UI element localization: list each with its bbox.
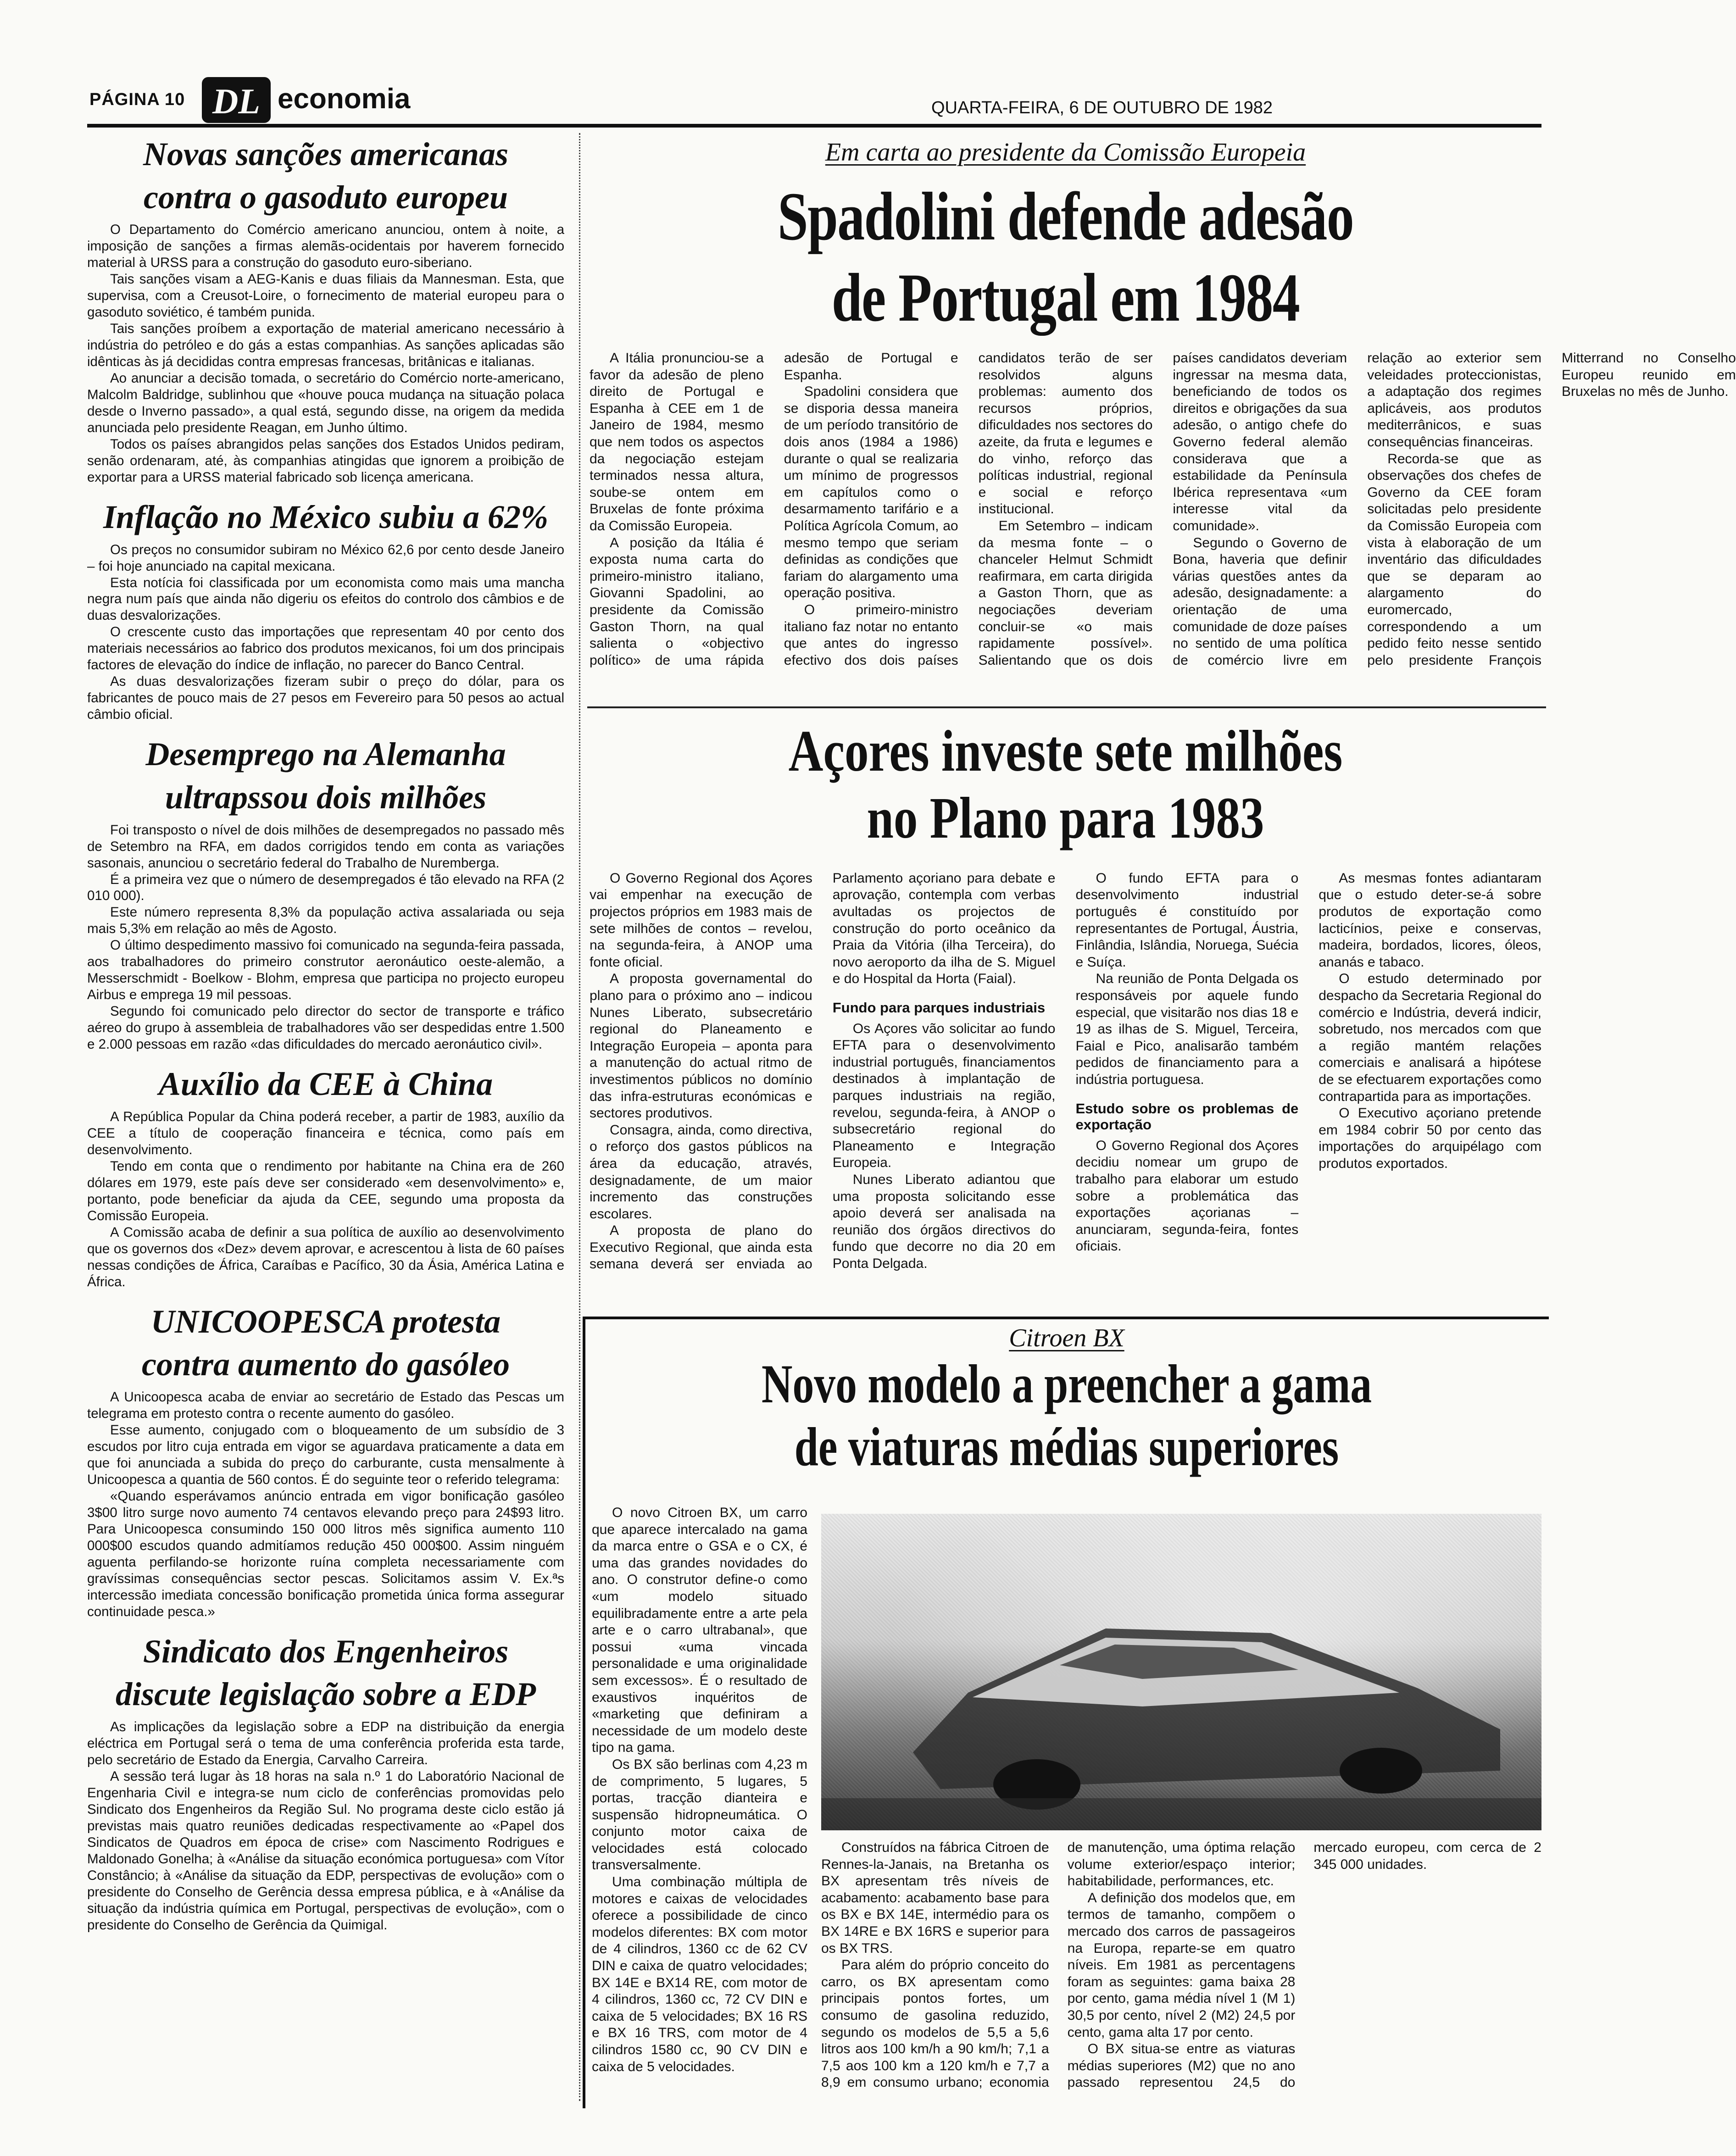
citroen-body-right [821,1839,1541,2103]
left-article-title: contra o gasoduto europeu [143,178,508,216]
acores-article [590,718,1541,1305]
paragraph: O último despedimento massivo foi comunicado na segunda-feira passada, aos trabalhadores do primeiro construtor aeronáutico oeste-alemão, a Messerschmidt - Boelkow - Blohm, empresa que participa no projecto europeu Airbus e emprega 19 mil pessoas. [87,938,564,1003]
paragraph: A Comissão acaba de definir a sua política de auxílio ao desenvolvimento que os governos dos «Dez» devem aprovar, e acrescentou à lista de 60 países nessas condições de África, Caraíbas e Pacífico, 30 da Ásia, América Latina e África. [87,1224,564,1289]
paragraph: É a primeira vez que o número de desempregados é tão elevado na RFA (2 010 000). [87,872,564,904]
paragraph: Para além do próprio conceito do carro, os BX apresentam como principais pontos fortes, um consumo de gasolina reduzido, segundo os modelos de 5,5 a 5,6 litros aos 100 km/h a 90 km/h; 7,1 a 7,5 aos 100 km a 120 km/h e 7,7 a 8,9 em consumo urbano; economia de manutenção, uma óptima relação volume exterior/espaço interior; habitabilidade, performances, etc. [821,1840,1296,2090]
paragraph: As duas desvalorizações fizeram subir o preço do dólar, para os fabricantes de pouco mais de 27 pesos em Fevereiro para 50 pesos ao actual câmbio oficial. [87,674,564,722]
left-article-body [87,222,564,486]
section-name: economia [278,83,411,115]
paragraph: A proposta de plano do Executivo Regional, que ainda esta semana deverá ser enviada ao Parlamento açoriano para debate e aprovação, contempla com verbas avultadas os projectos de construção do porto oceânico da Praia da Vitória (ilha Terceira), do novo aeroporto da ilha de S. Miguel e do Hospital da Horta (Faial). [590,870,1056,1272]
paragraph: A posição da Itália é exposta numa carta do primeiro-ministro italiano, Giovanni Spadolini, ao presidente da Comissão Gaston Thorn, na qual salienta o «objectivo político» de uma rápida adesão de Portugal e Espanha. [590,350,958,668]
paragraph: Esse aumento, conjugado com o bloqueamento de um subsídio de 3 escudos por litro cuja entrada em vigor se aguardava praticamente a data em que foi anunciada a subida do preço do carburante, custa mensalmente à Unicoopesca a quantia de 560 contos. É do seguinte teor o referido telegrama: [87,1422,564,1487]
left-article [87,1300,564,1620]
paragraph: Segundo foi comunicado pelo director do sector de transporte e tráfico aéreo do grupo à assembleia de trabalhadores vão ser despedidas entre 1.500 e 2.000 pessoas em razão «das dificuldades do mercado aeronáutico civil». [87,1004,564,1052]
left-article [87,1630,564,1934]
left-article-body [87,1719,564,1934]
column-divider [579,133,582,2101]
paragraph: «Quando esperávamos anúncio entrada em vigor bonificação gasóleo 3$00 litro surge novo aumento 74 centavos elevando preço para 24$93 litro. Para Unicoopesca consumindo 150 000 litros mês significa aumento 110 000$00 escudos quando admitíamos redução 450 000$00. Assim ninguém aguenta perfilando-se horizonte ruína completa necessariamente com gravíssimas consequências sector pescas. Solicitamos assim V. Ex.ªs intercessão imediata concessão bonificação prometida única forma assegurar continuidade pesca.» [87,1488,564,1619]
paragraph: Segundo o Governo de Bona, haveria que definir várias questões antes da adesão, designadamente: a orientação de uma comunidade de doze países no sentido de uma política de comércio livre em relação ao exterior sem veleidades proteccionistas, a adaptação dos regimes aplicáveis, aos produtos mediterrânicos, e suas consequências financeiras. [1173,350,1541,668]
paragraph: O Governo Regional dos Açores decidiu nomear um grupo de trabalho para elaborar um estudo sobre a problemática das exportações açorianas – anunciaram, segunda-feira, fontes oficiais. [1075,1138,1299,1254]
page-number: PÁGINA 10 [89,90,185,109]
paragraph: Uma combinação múltipla de motores e caixas de velocidades oferece a possibilidade de cinco modelos diferentes: BX com motor de 4 cilindros, 1360 cc de 62 CV DIN e caixa de quatro velocidades; BX 14E e BX14 RE, com motor de 4 cilindros, 1360 cc, 72 CV DIN e caixa de 5 velocidades; BX 16 RS e BX 16 TRS, com motor de 4 cilindros 1580 cc, 90 CV DIN e caixa de 5 velocidades. [592,1874,807,2074]
paragraph: A definição dos modelos que, em termos de tamanho, compõem o mercado dos carros de passageiros na Europa, reparte-se em quatro níveis. Em 1981 as percentagens foram as seguintes: gama baixa 28 por cento, gama média nível 1 (M 1) 30,5 por cento, nível 2 (M2) 24,5 por cento, gama alta 17 por cento. [1067,1890,1296,2040]
left-article-title: UNICOOPESCA protesta [150,1303,501,1340]
paragraph: Consagra, ainda, como directiva, o reforço dos gastos públicos na área da educação, através, designadamente, de um maior incremento das construções escolares. [590,1122,812,1222]
left-article-title: Desemprego na Alemanha [145,736,506,773]
acores-subhead-exportacao: Estudo sobre os problemas de exportação [1075,1100,1299,1133]
citroen-body-left [592,1505,807,2101]
article-rule [587,706,1546,708]
paragraph: O estudo determinado por despacho da Secretaria Regional do comércio e Indústria, deverá indicir, sobretudo, nos mercados com que a região mantém relações comerciais e analisará a hipótese de se efectuarem exportações como contrapartida para as importações. [1319,971,1541,1104]
paragraph: A República Popular da China poderá receber, a partir de 1983, auxílio da CEE a título de cooperação financeira e técnica, como país em desenvolvimento. [87,1109,564,1157]
issue-date: QUARTA-FEIRA, 6 DE OUTUBRO DE 1982 [931,98,1273,117]
acores-body [590,870,1541,1274]
acores-subhead-fundo: Fundo para parques industriais [832,999,1046,1016]
citroen-kicker: Citroen BX [1009,1324,1124,1352]
paragraph: Construídos na fábrica Citroen de Rennes-la-Janais, na Bretanha os BX apresentam três níveis de acabamento: acabamento base para os BX e BX 14E, intermédio para os BX 14RE e BX 16RS e superior para os BX TRS. [821,1840,1049,1956]
left-article-body [87,542,564,723]
paragraph: Todos os países abrangidos pelas sanções dos Estados Unidos pediram, senão ordenaram, até, às companhias atingidas que ignorem a proibição de exportar para a URSS material fabricado sob licença americana. [87,436,564,485]
spadolini-article [590,138,1736,704]
left-article-body [87,1109,564,1290]
left-article [87,133,564,486]
acores-title-line-2: no Plano para 1983 [867,785,1264,850]
acores-title-line-1: Açores investe sete milhões [788,718,1343,783]
paragraph: Nunes Liberato adiantou que uma proposta solicitando esse apoio deverá ser analisada na reunião dos órgãos directivos do fundo que decorre no dia 20 em Ponta Delgada. [832,1172,1056,1271]
paragraph: Tais sanções proíbem a exportação de material americano necessário à indústria do petróleo e do gás a estas companhias. As sanções aplicadas são idênticas às já decididas contra empresas francesas, britânicas e italianas. [87,321,564,370]
left-article-title: discute legislação sobre a EDP [116,1676,536,1713]
paragraph: Esta notícia foi classificada por um economista como mais uma mancha negra num país que ainda não digeriu os efeitos do controlo dos câmbios e de duas desvalorizações. [87,575,564,623]
left-article [87,733,564,1053]
paragraph: Ao anunciar a decisão tomada, o secretário do Comércio norte-americano, Malcolm Baldridge, sublinhou que «houve pouca mudança na situação polaca desde o Inverno passado», a qual está, segundo disse, na origem da medida anunciada pelo presidente Reagan, em Junho último. [87,371,564,435]
header-rule [87,124,1541,128]
paragraph: Este número representa 8,3% da população activa assalariada ou seja mais 5,3% em relação ao mês de Agosto. [87,905,564,937]
paragraph: A sessão terá lugar às 18 horas na sala n.º 1 do Laboratório Nacional de Engenharia Civil e integra-se num ciclo de conferências promovidas pelo Sindicato dos Engenheiros da Região Sul. No programa deste ciclo estão já previstas mais quatro reuniões dedicadas respectivamente ao «Papel dos Sindicatos de Quadros em época de crise» com Nascimento Rodrigues e Maldonado Gonelha; à «Análise da situação económica portuguesa» com Vítor Constâncio; à «Análise da situação da EDP, perspectivas de evolução» com o presidente do Conselho de Gerência dessa empresa pública, e à «Análise da situação da indústria química em Portugal, perspectivas de evolução», com o presidente do Conselho de Gerência da Quimigal. [87,1768,564,1933]
left-article-title: Inflação no México subiu a 62% [103,498,549,535]
left-article-title: ultrapssou dois milhões [165,778,487,816]
paragraph: O fundo EFTA para o desenvolvimento industrial português é constituído por representantes de Portugal, Áustria, Finlândia, Islândia, Noruega, Suécia e Suíça. [1075,870,1299,970]
left-column [87,133,564,2106]
car-photo [821,1514,1541,1830]
paragraph: As implicações da legislação sobre a EDP na distribuição da energia eléctrica em Portugal será o tema de uma conferência proferida esta tarde, pelo secretário de Estado da Energia, Carvalho Carreira. [87,1719,564,1767]
spadolini-body [590,350,1736,685]
paragraph: O novo Citroen BX, um carro que aparece intercalado na gama da marca entre o GSA e o CX, é uma das grandes novidades do ano. O construtor define-o como «um modelo situado equilibradamente entre a arte pela arte e o carro ultrabanal», que possui «uma vincada personalidade e uma originalidade sem excessos». É o resultado de exaustivos inquéritos de «marketing que definiram a necessidade de um modelo deste tipo na gama. [592,1505,807,1756]
paragraph: Tais sanções visam a AEG-Kanis e duas filiais da Mannesman. Esta, que supervisa, com a Creusot-Loire, o fornecimento de material europeu para o gasoduto soviético, é também punida. [87,272,564,320]
left-article-title: Novas sanções americanas [143,136,508,172]
car-illustration [821,1514,1541,1830]
paragraph: A Unicoopesca acaba de enviar ao secretário de Estado das Pescas um telegrama em protesto contra o recente aumento do gasóleo. [87,1389,564,1421]
left-article-body [87,822,564,1053]
citroen-title-line-1: Novo modelo a preencher a gama [761,1353,1372,1414]
left-article [87,496,564,723]
paragraph: Em Setembro – indicam da mesma fonte – o chanceler Helmut Schmidt reafirmara, em carta dirigida a Gaston Thorn, que as negociações deveriam concluir-se «o mais rapidamente possível». Salientando que os dois países candidatos deveriam ingressar na mesma data, beneficiando de todos os direitos e obrigações da sua adesão, o antigo chefe do Governo federal alemão considerava que a estabilidade da Península Ibérica representava «um interesse vital da comunidade». [978,350,1347,668]
paragraph: As mesmas fontes adiantaram que o estudo deter-se-á sobre produtos de exportação como lacticínios, peixe e conservas, madeira, bordados, licores, óleos, ananás e tabaco. [1319,870,1541,970]
paragraph: A Itália pronunciou-se a favor da adesão de pleno direito de Portugal e Espanha à CEE em 1 de Janeiro de 1984, mesmo que nem todos os aspectos da negociação estejam terminados nessa altura, soube-se ontem em Bruxelas de fonte próxima da Comissão Europeia. [590,350,764,533]
spadolini-title-line-2: de Portugal em 1984 [831,260,1300,336]
paragraph: O crescente custo das importações que representam 40 por cento dos materiais necessários ao fabrico dos produtos mexicanos, foi um dos principais factores de elevação do índice de inflação, no parecer do Banco Central. [87,624,564,673]
paragraph: Os Açores vão solicitar ao fundo EFTA para o desenvolvimento industrial português, financiamentos destinados à implantação de parques industriais na região, revelou, segunda-feira, à ANOP o subsecretário regional do Planeamento e Integração Europeia. [832,1021,1056,1171]
left-article-title: Sindicato dos Engenheiros [143,1633,509,1670]
spadolini-title-line-1: Spadolini defende adesão [777,178,1354,255]
paragraph: Os BX são berlinas com 4,23 m de comprimento, 5 lugares, 5 portas, tracção dianteira e suspensão hidropneumática. O conjunto motor caixa de velocidades está colocado transversalmente. [592,1756,807,1873]
left-article-body [87,1389,564,1620]
spadolini-kicker: Em carta ao presidente da Comissão Europeia [825,138,1306,167]
left-article [87,1063,564,1290]
left-article-title: contra aumento do gasóleo [141,1346,510,1383]
paragraph: Os preços no consumidor subiram no México 62,6 por cento desde Janeiro – foi hoje anunciado na capital mexicana. [87,542,564,574]
paragraph: O primeiro-ministro italiano faz notar no entanto que antes do ingresso efectivo dos dois países candidatos terão de ser resolvidos alguns problemas: aumento dos recursos próprios, dificuldades nos sectores do azeite, da fruta e legumes e do vinho, reforço das políticas industrial, regional e social e reforço institucional. [784,350,1153,668]
paragraph: Recorda-se que as observações dos chefes de Governo da CEE foram solicitadas pelo presidente da Comissão Europeia com vista à elaboração de um inventário das dificuldades que se deparam ao alargamento do euromercado, correspondendo a um pedido feito nesse sentido pelo presidente François Mitterrand no Conselho Europeu reunido em Bruxelas no mês de Junho. [1367,350,1736,668]
paragraph: A proposta governamental do plano para o próximo ano – indicou Nunes Liberato, subsecretário regional do Planeamento e Integração Europeia – aponta para a manutenção do actual ritmo de investimentos públicos no domínio das infra-estruturas económicas e sectores produtivos. [590,971,812,1121]
paragraph: Spadolini considera que se disporia dessa maneira de um período transitório de dois anos (1984 a 1986) durante o qual se realizaria um mínimo de progressos em capítulos como o desarmamento tarifário e a Política Agrícola Comum, ao mesmo tempo que seriam definidas as condições que fariam do alargamento uma operação positiva. [784,384,958,601]
paragraph: O Departamento do Comércio americano anunciou, ontem à noite, a imposição de sanções a firmas alemãs-ocidentais por haverem fornecido material à URSS para a construção do gasoduto euro-siberiano. [87,222,564,271]
paragraph: O BX situa-se entre as viaturas médias superiores (M2) que no ano passado representou 24,5 do mercado europeu, com cerca de 2 345 000 unidades. [1067,1840,1541,2090]
paragraph: O Executivo açoriano pretende em 1984 cobrir 50 por cento das importações do arquipélago com produtos exportados. [1319,1106,1541,1171]
newspaper-logo: DL [202,77,271,123]
paragraph: Foi transposto o nível de dois milhões de desempregados no passado mês de Setembro na RFA, em dados corrigidos tendo em conta as variações sasonais, anunciou o secretário federal do Trabalho de Nuremberga. [87,822,564,871]
paragraph: Tendo em conta que o rendimento por habitante na China era de 260 dólares em 1979, este país deve ser considerado «em desenvolvimento» e, portanto, pode beneficiar da ajuda da CEE, segundo uma proposta da Comissão Europeia. [87,1158,564,1223]
paragraph: Na reunião de Ponta Delgada os responsáveis por aquele fundo especial, que visitarão nos dias 18 e 19 as ilhas de S. Miguel, Terceira, Faial e Pico, analisarão também pedidos de financiamento para a indústria portuguesa. [1075,971,1299,1087]
paragraph: O Governo Regional dos Açores vai empenhar na execução de projectos próprios em 1983 mais de sete milhões de contos – revelou, na segunda-feira, à ANOP uma fonte oficial. [590,870,812,970]
citroen-title-line-2: de viaturas médias superiores [794,1416,1339,1477]
left-article-title: Auxílio da CEE à China [158,1066,493,1103]
